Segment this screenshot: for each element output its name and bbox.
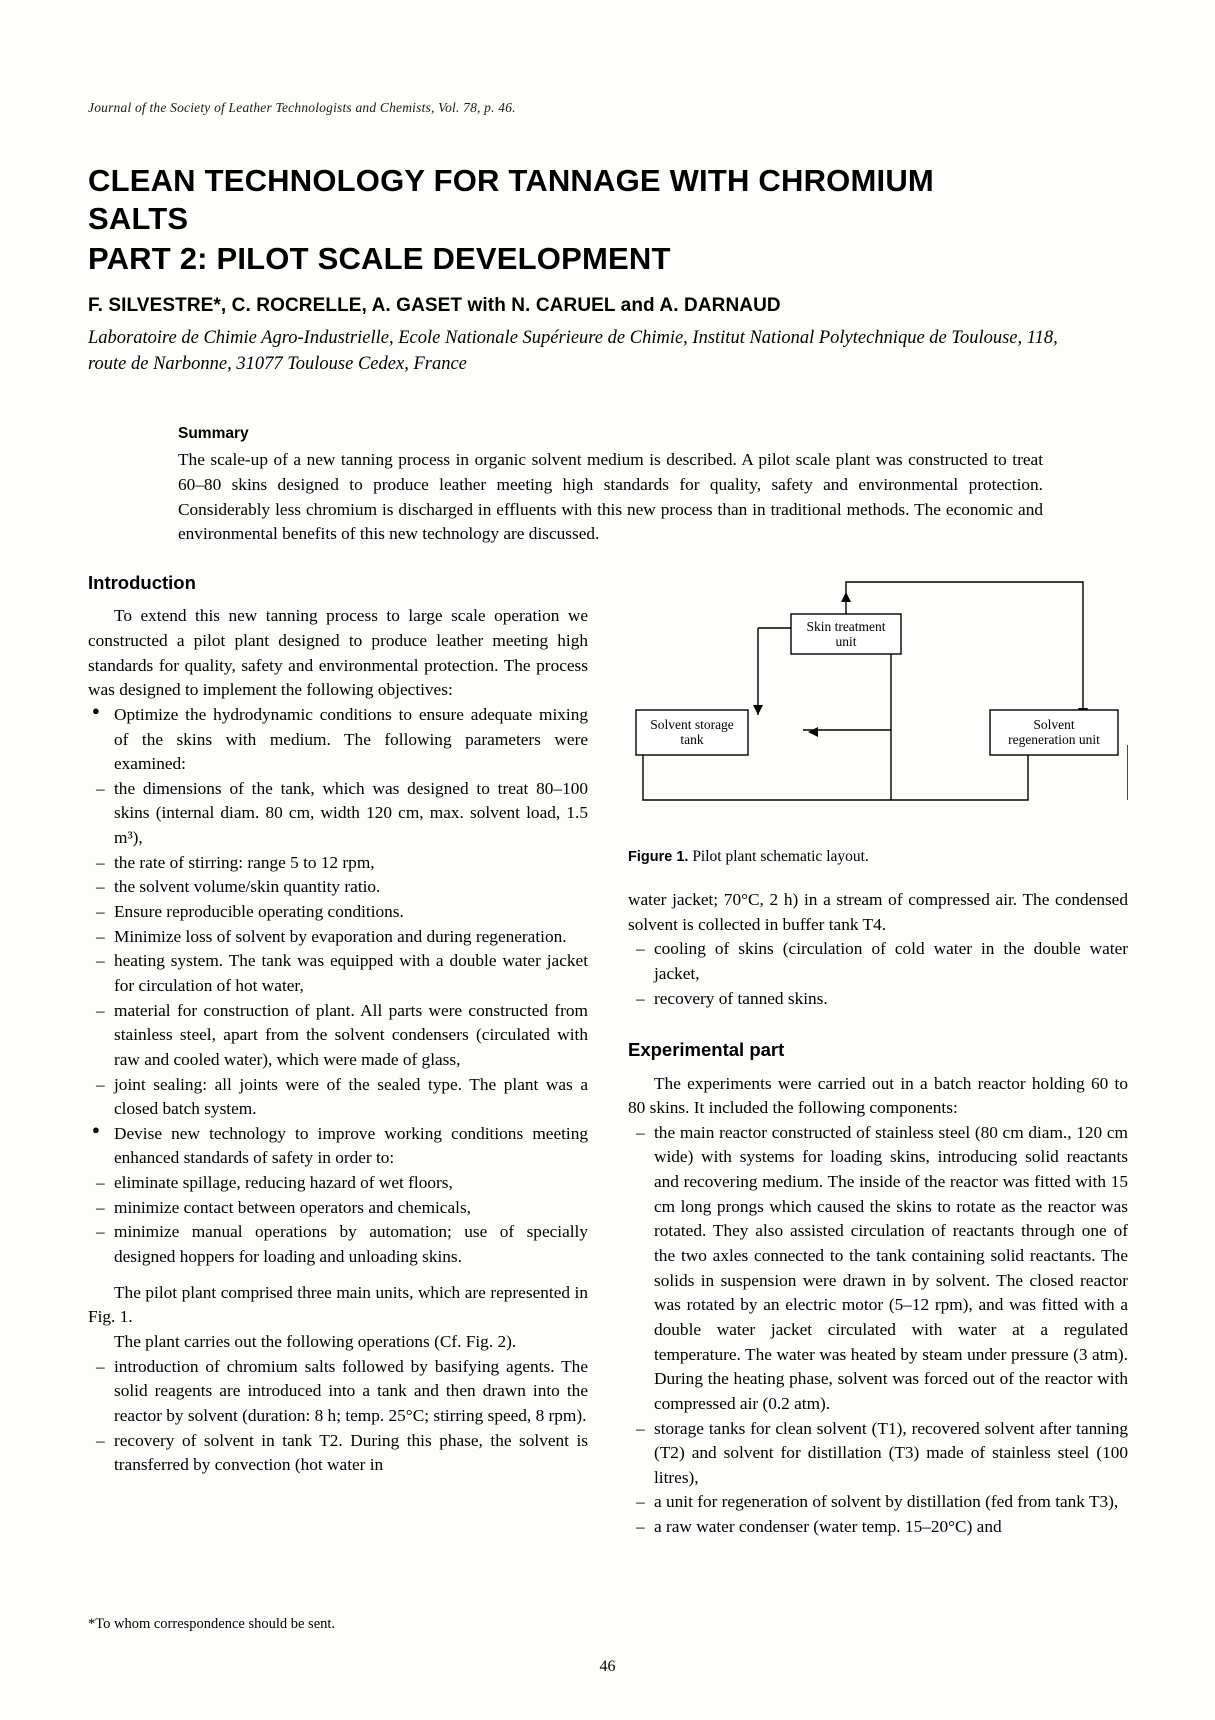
- left-column: [88, 570, 588, 1478]
- list-item: – the main reactor constructed of stainless steel (80 cm diam., 120 cm wide) with systems for loading skins, introducing solid reactants and recovering medium. The inside of the reactor was fitted with 15 cm long prongs which caused the skins to rotate as the reactor was rotated. They also assisted circulation of reactants through one of the two axles connected to the tank containing solid reactants. The solids in suspension were drawn in by solvent. The closed reactor was rotated by an electric motor (5–12 rpm), and was fitted with a double water jacket circulated with water at a regulated temperature. The water was heated by steam under pressure (3 atm). During the heating phase, solvent was forced out of the reactor with compressed air (0.2 atm).: [628, 1121, 1128, 1417]
- title-line-2: SALTS: [88, 200, 189, 236]
- list-item: – a unit for regeneration of solvent by distillation (fed from tank T3),: [628, 1490, 1128, 1515]
- svg-text:tank: tank: [680, 732, 704, 747]
- list-item: – minimize manual operations by automation; use of specially designed hoppers for loading and unloading skins.: [88, 1220, 588, 1269]
- list-item: – material for construction of plant. All parts were constructed from stainless steel, apart from the solvent condensers (circulated with raw and cooled water), which were made of glass,: [88, 999, 588, 1073]
- operations-dash-list: [88, 1355, 588, 1478]
- summary-heading: Summary: [178, 425, 249, 443]
- list-item: – heating system. The tank was equipped with a double water jacket for circulation of hot water,: [88, 949, 588, 998]
- page-subtitle: PART 2: PILOT SCALE DEVELOPMENT: [88, 240, 671, 276]
- list-item: – Minimize loss of solvent by evaporation and during regeneration.: [88, 925, 588, 950]
- figure-schematic-svg: [628, 570, 1128, 840]
- list-item: – introduction of chromium salts followed by basifying agents. The solid reagents are introduced into a tank and then drawn into the reactor by solvent (duration: 8 h; temp. 25°C; stirring speed, 8 rpm).: [88, 1355, 588, 1429]
- footnote: [88, 1612, 588, 1633]
- safety-dash-list: [88, 1171, 588, 1270]
- list-item: – recovery of tanned skins.: [628, 987, 1128, 1012]
- figure-box-solvent-storage: [636, 710, 748, 755]
- list-item: ● Optimize the hydrodynamic conditions to ensure adequate mixing of the skins with medium. The following parameters were examined:: [88, 703, 588, 777]
- list-item: – minimize contact between operators and chemicals,: [88, 1196, 588, 1221]
- objectives-bullet-list-1: [88, 703, 588, 777]
- svg-text:Solvent: Solvent: [1033, 717, 1075, 732]
- right-dash-list-1: [628, 937, 1128, 1011]
- list-item: – storage tanks for clean solvent (T1), recovered solvent after tanning (T2) and solvent for distillation (T3) made of stainless steel (100 litres),: [628, 1417, 1128, 1491]
- figure-diagram: [628, 570, 1128, 840]
- parameters-dash-list: [88, 777, 588, 1122]
- list-item: – the rate of stirring: range 5 to 12 rpm,: [88, 851, 588, 876]
- svg-text:Solvent storage: Solvent storage: [650, 717, 734, 732]
- figure-1: [628, 570, 1128, 870]
- experimental-paragraph-1: The experiments were carried out in a batch reactor holding 60 to 80 skins. It included the following components:: [628, 1073, 1128, 1118]
- section-heading-introduction: Introduction: [88, 572, 196, 593]
- intro-paragraph-3: The plant carries out the following operations (Cf. Fig. 2).: [114, 1331, 517, 1351]
- journal-reference: Journal of the Society of Leather Technologists and Chemists, Vol. 78, p. 46.: [88, 100, 516, 115]
- affiliation: Laboratoire de Chimie Agro-Industrielle, Ecole Nationale Supérieure de Chimie, Institut National Polytechnique de Toulouse, 118, route de Narbonne, 31077 Toulouse Cedex, France: [88, 328, 1058, 374]
- figure-caption-label: Figure 1.: [628, 849, 689, 865]
- intro-paragraph-1: To extend this new tanning process to large scale operation we constructed a pilot plant designed to produce leather meeting high standards for quality, safety and environmental protection. The process was designed to implement the following objectives:: [88, 606, 588, 700]
- components-dash-list: [628, 1121, 1128, 1540]
- list-item: – joint sealing: all joints were of the sealed type. The plant was a closed batch system.: [88, 1073, 588, 1122]
- summary-block: [178, 425, 1043, 546]
- list-item: – the solvent volume/skin quantity ratio.: [88, 875, 588, 900]
- figure-caption: [628, 848, 1128, 866]
- figure-caption-text: Pilot plant schematic layout.: [692, 848, 869, 865]
- list-item: – Ensure reproducible operating conditions.: [88, 900, 588, 925]
- page-title: [88, 162, 1128, 238]
- figure-box-skin-treatment: [791, 614, 901, 654]
- list-item: ● Devise new technology to improve working conditions meeting enhanced standards of safety in order to:: [88, 1122, 588, 1171]
- right-column: [628, 888, 1128, 1540]
- summary-text: The scale-up of a new tanning process in organic solvent medium is described. A pilot scale plant was constructed to treat 60–80 skins designed to produce leather meeting high standards for quality, safety and environmental protection. Considerably less chromium is discharged in effluents with this new process than in traditional methods. The economic and environmental benefits of this new technology are discussed.: [178, 450, 1043, 544]
- title-line-1: CLEAN TECHNOLOGY FOR TANNAGE WITH CHROMIUM: [88, 163, 934, 198]
- svg-text:unit: unit: [835, 634, 857, 649]
- page-number: 46: [599, 1658, 616, 1675]
- figure-box-solvent-regeneration: [990, 710, 1118, 755]
- article-header: [88, 100, 1128, 547]
- list-item: – eliminate spillage, reducing hazard of wet floors,: [88, 1171, 588, 1196]
- intro-paragraph-2: The pilot plant comprised three main units, which are represented in Fig. 1.: [88, 1282, 588, 1327]
- list-item: – cooling of skins (circulation of cold water in the double water jacket,: [628, 937, 1128, 986]
- list-item: – recovery of solvent in tank T2. During this phase, the solvent is transferred by convection (hot water in: [88, 1429, 588, 1478]
- svg-text:Skin treatment: Skin treatment: [806, 619, 886, 634]
- author-list: F. SILVESTRE*, C. ROCRELLE, A. GASET with N. CARUEL and A. DARNAUD: [88, 295, 781, 317]
- objectives-bullet-list-2: [88, 1122, 588, 1171]
- body-columns: [88, 570, 1128, 1600]
- section-heading-experimental: Experimental part: [628, 1039, 785, 1061]
- list-item: – the dimensions of the tank, which was designed to treat 80–100 skins (internal diam. 80 cm, width 120 cm, max. solvent load, 1.5 m³),: [88, 777, 588, 851]
- list-item: – a raw water condenser (water temp. 15–20°C) and: [628, 1515, 1128, 1540]
- footnote-text: *To whom correspondence should be sent.: [88, 1616, 336, 1632]
- svg-text:regeneration unit: regeneration unit: [1008, 732, 1100, 747]
- right-paragraph-1: water jacket; 70°C, 2 h) in a stream of compressed air. The condensed solvent is collected in buffer tank T4.: [628, 890, 1128, 934]
